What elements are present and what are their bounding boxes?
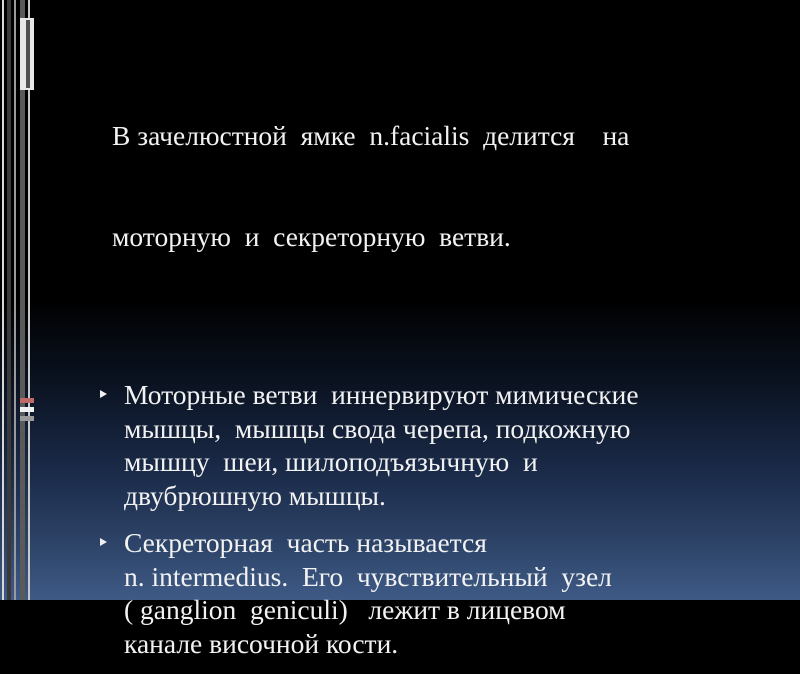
bullet-line: канале височной кости. [124,627,399,659]
intro-line: моторную и секреторную ветви. [112,220,511,252]
strip-block [26,20,30,88]
intro-line: В зачелюстной ямке n.facialis делится на [112,120,630,151]
strip-accent [20,416,34,421]
bullet-line: мышцы, мышцы свода черепа, подкожную [124,412,631,444]
strip-line [20,0,25,600]
decorative-side-strip [0,0,36,600]
intro-paragraph [100,52,760,320]
bullet-arrow-icon [100,538,107,546]
bullet-line: n. intermedius. Его чувствительный узел [124,560,612,592]
bullet-item-secretory-part [100,526,760,660]
strip-accent [20,407,34,412]
bullet-line: ( ganglion geniculi) лежит в лицевом [124,594,566,625]
strip-line [14,0,16,600]
strip-line [2,0,4,600]
bullet-line: Секреторная часть называется [124,527,487,558]
bullet-list [100,378,760,660]
bullet-line: мышцу шеи, шилоподъязычную и [124,446,538,477]
bullet-line: Моторные ветви иннервируют мимические [124,379,639,410]
bullet-line: двубрюшную мышцы. [124,479,386,511]
bullet-arrow-icon [100,390,107,398]
strip-line [28,0,30,600]
strip-line [7,0,11,600]
bullet-item-motor-branches [100,378,760,512]
strip-accent [20,398,34,403]
slide-content [100,52,760,674]
